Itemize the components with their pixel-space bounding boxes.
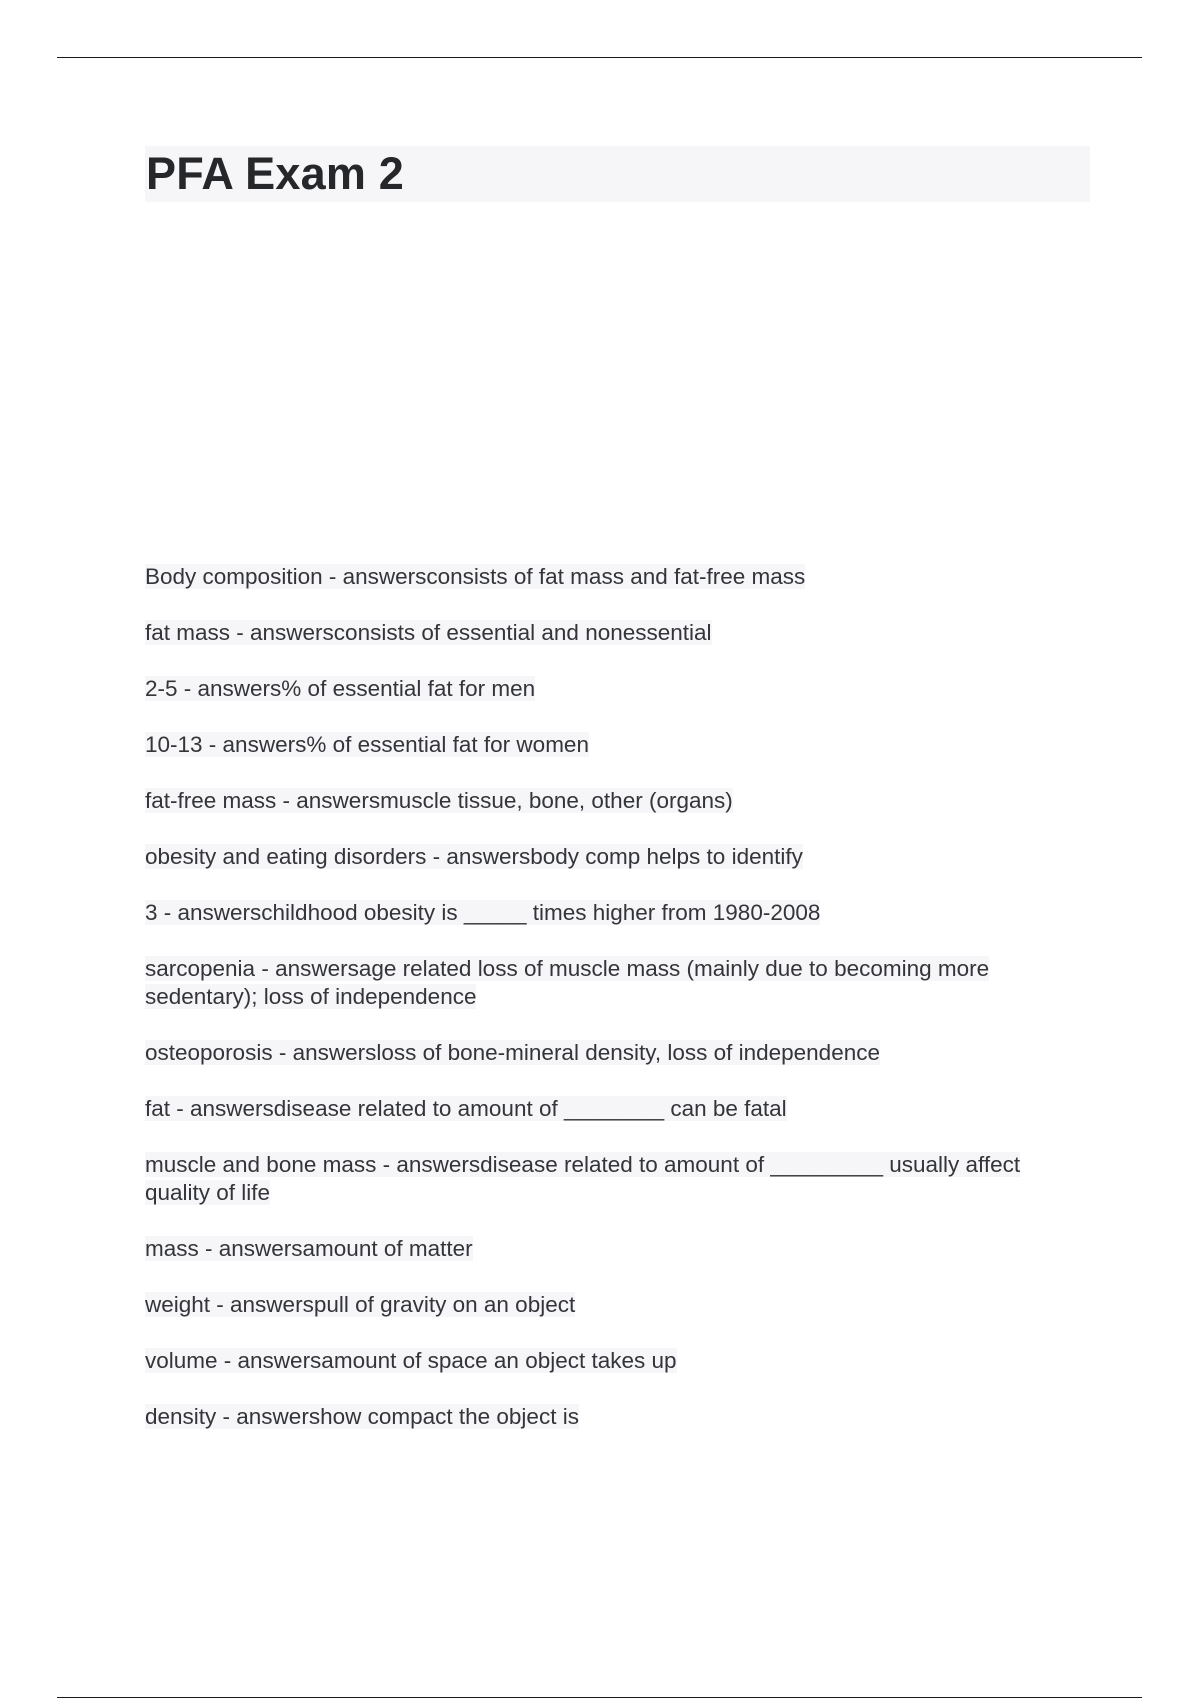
flashcard-item [145, 843, 1090, 871]
top-divider [57, 57, 1142, 58]
flashcard-item [145, 787, 1090, 815]
flashcard-item [145, 563, 1090, 591]
flashcard-item [145, 899, 1090, 927]
flashcard-text: 3 - answerschildhood obesity is _____ times higher from 1980-2008 [145, 900, 821, 925]
flashcard-item [145, 1151, 1090, 1207]
flashcard-list [145, 563, 1090, 1459]
flashcard-text: weight - answerspull of gravity on an object [145, 1292, 576, 1317]
flashcard-text: fat - answersdisease related to amount of ________ can be fatal [145, 1096, 787, 1121]
flashcard-item [145, 1403, 1090, 1431]
flashcard-item [145, 1039, 1090, 1067]
flashcard-text: sarcopenia - answersage related loss of muscle mass (mainly due to becoming more sedentary); loss of independence [145, 956, 990, 1009]
bottom-divider [57, 1697, 1142, 1698]
flashcard-item [145, 1095, 1090, 1123]
flashcard-text: mass - answersamount of matter [145, 1236, 473, 1261]
flashcard-item [145, 955, 1090, 1011]
flashcard-text: fat mass - answersconsists of essential and nonessential [145, 620, 712, 645]
flashcard-item [145, 731, 1090, 759]
flashcard-text: muscle and bone mass - answersdisease related to amount of _________ usually affect quality of life [145, 1152, 1021, 1205]
flashcard-text: obesity and eating disorders - answersbody comp helps to identify [145, 844, 803, 869]
flashcard-item [145, 675, 1090, 703]
flashcard-text: Body composition - answersconsists of fat mass and fat-free mass [145, 564, 806, 589]
flashcard-text: osteoporosis - answersloss of bone-mineral density, loss of independence [145, 1040, 880, 1065]
flashcard-item [145, 619, 1090, 647]
flashcard-text: volume - answersamount of space an object takes up [145, 1348, 677, 1373]
flashcard-item [145, 1291, 1090, 1319]
page-title: PFA Exam 2 [146, 148, 404, 199]
flashcard-text: density - answershow compact the object is [145, 1404, 579, 1429]
flashcard-item [145, 1347, 1090, 1375]
flashcard-text: 2-5 - answers% of essential fat for men [145, 676, 536, 701]
flashcard-text: 10-13 - answers% of essential fat for women [145, 732, 589, 757]
flashcard-item [145, 1235, 1090, 1263]
flashcard-text: fat-free mass - answersmuscle tissue, bone, other (organs) [145, 788, 733, 813]
